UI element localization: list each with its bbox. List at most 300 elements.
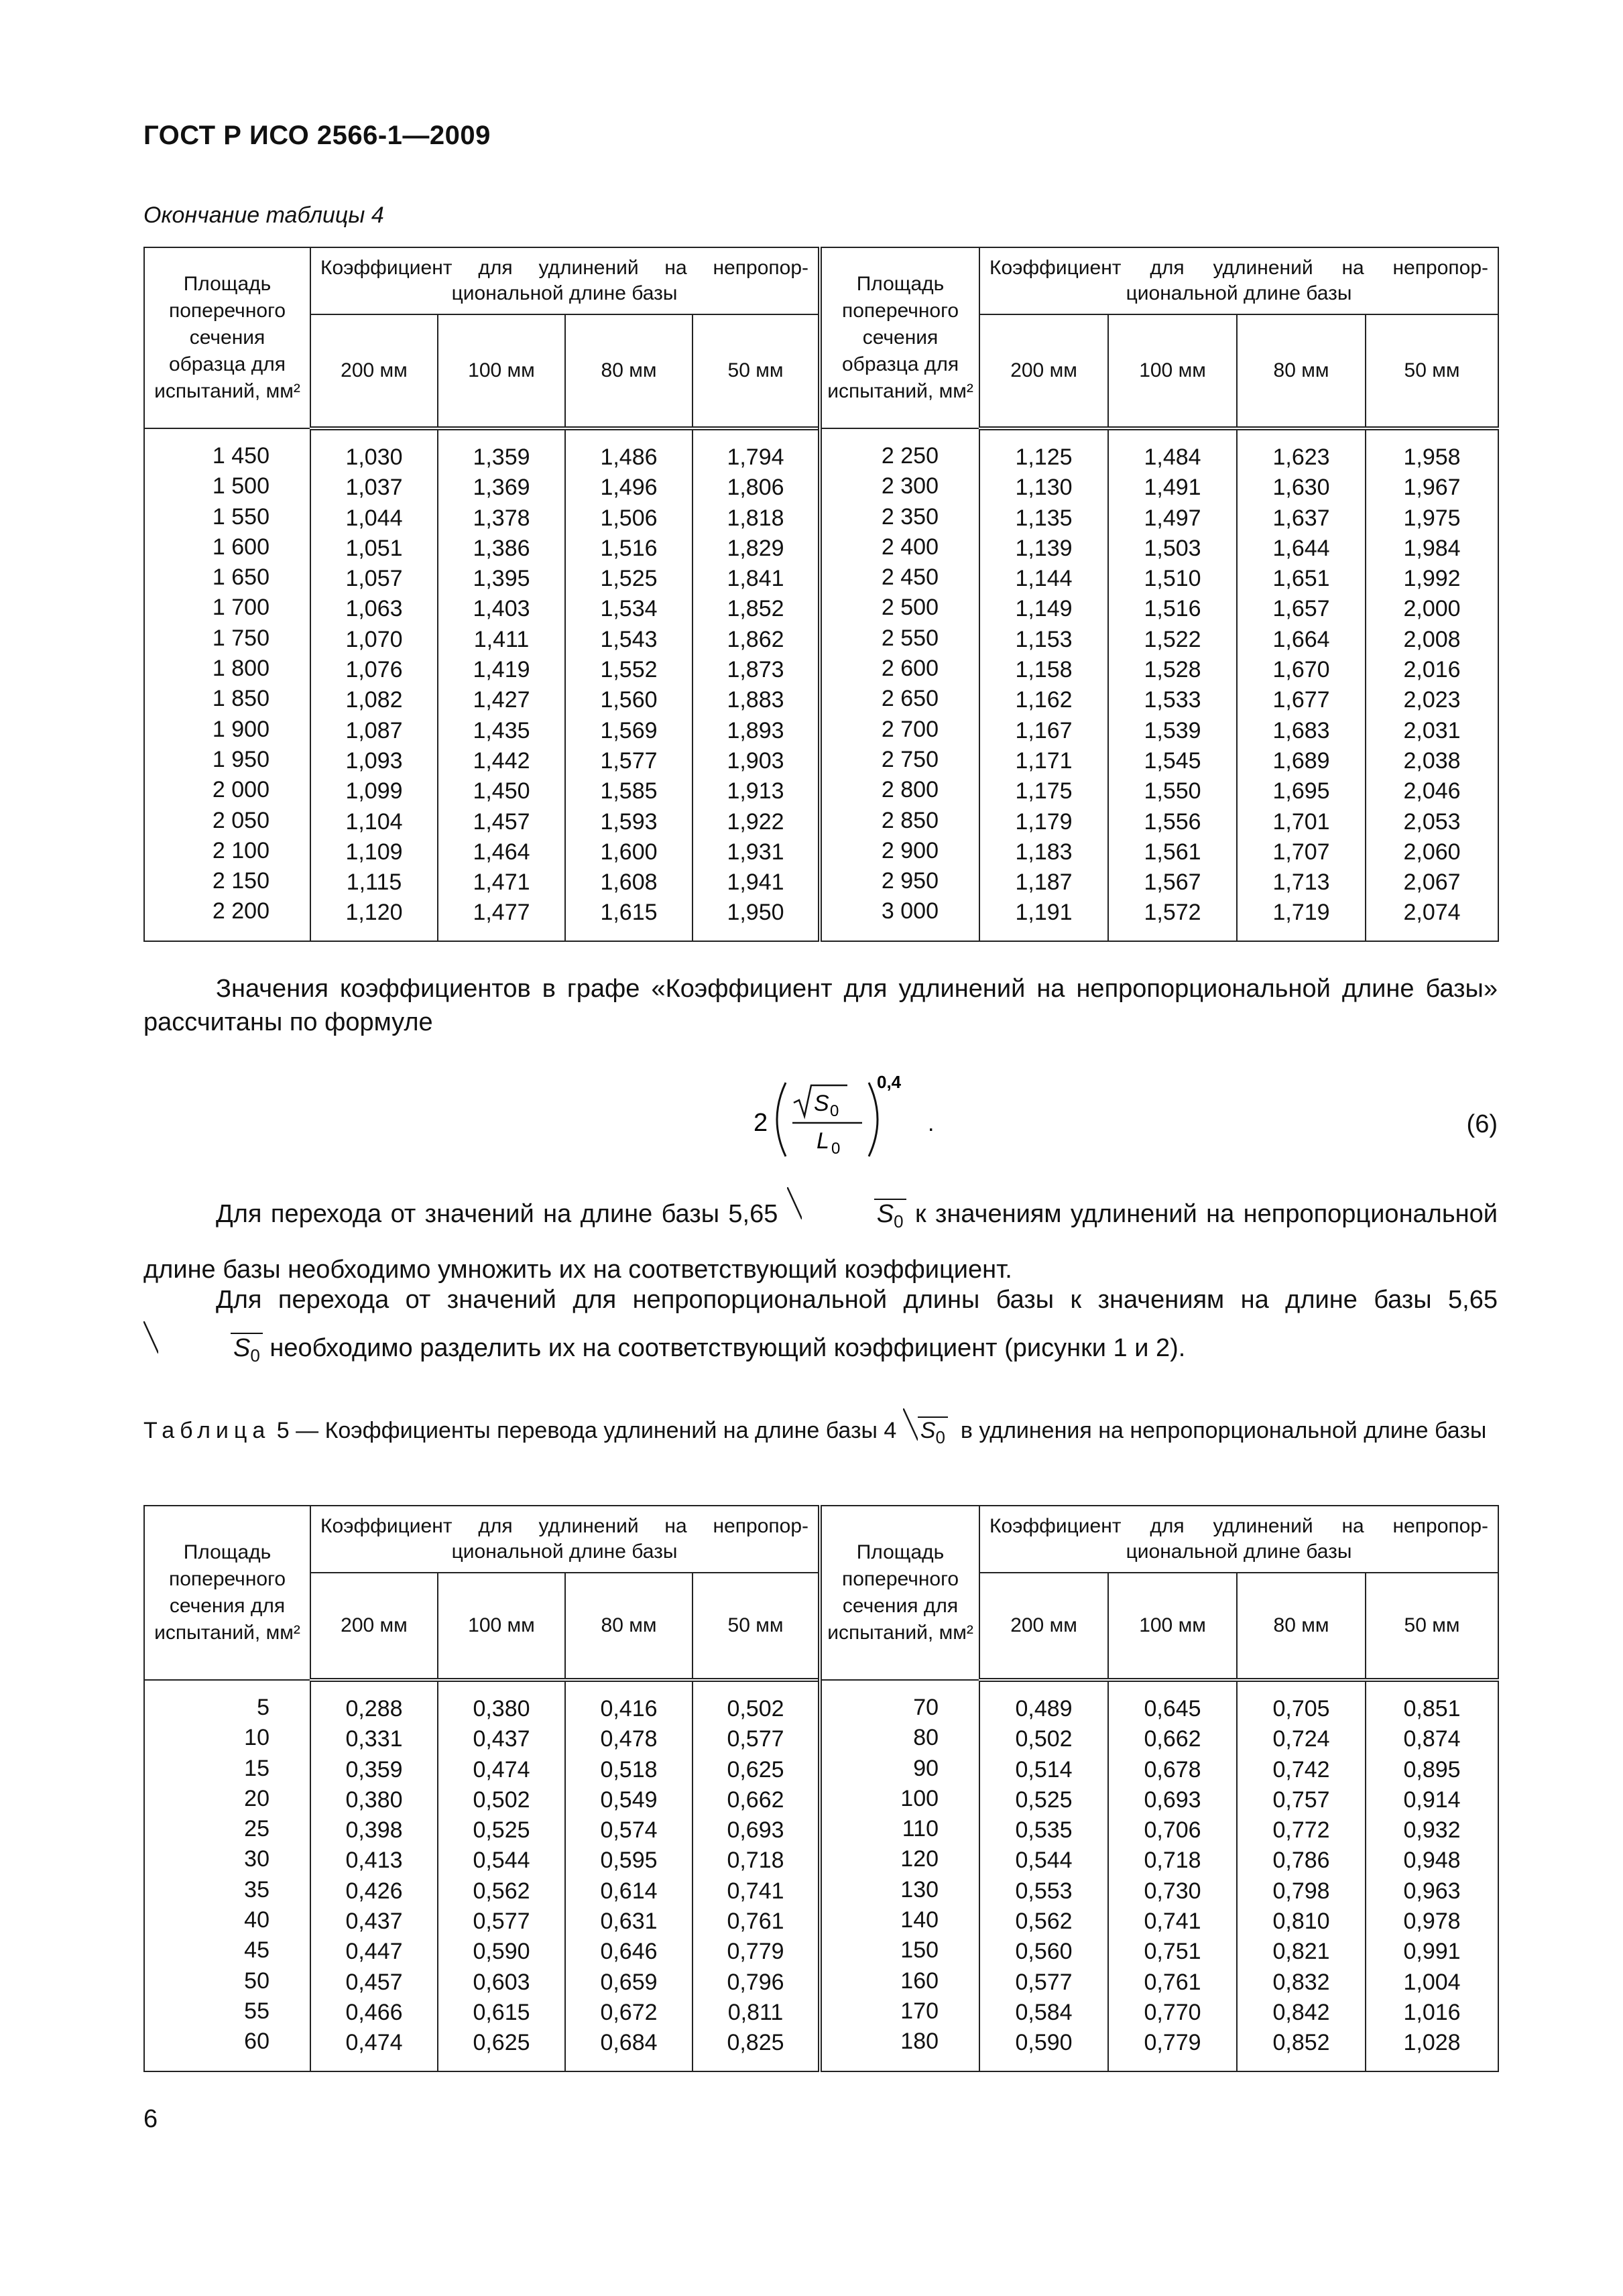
table-cell-value: 0,842 bbox=[1272, 1999, 1330, 2025]
table4-c80-right bbox=[1237, 428, 1366, 941]
table-cell-value: 1,175 bbox=[1015, 778, 1073, 804]
table5-col-100-left: 100 мм bbox=[438, 1573, 565, 1680]
table-cell-value: 2,031 bbox=[1403, 717, 1461, 743]
table-cell-value: 1,608 bbox=[600, 869, 658, 896]
table-cell-value: 1,567 bbox=[1144, 869, 1201, 896]
table-cell-value: 150 bbox=[900, 1937, 939, 1963]
table5-data-row bbox=[144, 1680, 1498, 2071]
table-cell-value: 0,796 bbox=[727, 1969, 784, 1995]
table-cell-value: 1,941 bbox=[727, 869, 784, 896]
table-cell-value: 2 400 bbox=[881, 534, 939, 560]
table-cell-value: 0,562 bbox=[1015, 1909, 1073, 1935]
table-cell-value: 1,510 bbox=[1144, 566, 1201, 592]
table5-caption: Таблица 5 — Коэффициенты перевода удлинений на длине базы 4 $S_0$ в удлинения на непропорциональной длине базы bbox=[143, 1411, 1498, 1457]
table-cell-value: 0,684 bbox=[600, 2030, 658, 2056]
table-cell-value: 1,615 bbox=[600, 900, 658, 926]
table-cell-value: 1,099 bbox=[345, 778, 403, 804]
sqrt-so-inline: $S_0$ bbox=[787, 1190, 906, 1246]
table4-col-200-left: 200 мм bbox=[310, 314, 438, 428]
table-cell-value: 0,577 bbox=[473, 1909, 530, 1935]
formula-numerator-sub: 0 bbox=[830, 1102, 839, 1120]
table-cell-value: 0,786 bbox=[1272, 1848, 1330, 1874]
table5-col-80-right: 80 мм bbox=[1237, 1573, 1366, 1680]
table-cell-value: 1,503 bbox=[1144, 535, 1201, 561]
table-cell-value: 0,751 bbox=[1144, 1939, 1201, 1965]
table-cell-value: 1,550 bbox=[1144, 778, 1201, 804]
table-cell-value: 1,522 bbox=[1144, 626, 1201, 652]
table-cell-value: 0,288 bbox=[345, 1696, 403, 1721]
table-cell-value: 45 bbox=[244, 1937, 269, 1963]
table-cell-value: 1,577 bbox=[600, 747, 658, 774]
table-cell-value: 0,398 bbox=[345, 1817, 403, 1844]
table-cell-value: 0,447 bbox=[345, 1939, 403, 1965]
table-cell-value: 10 bbox=[244, 1725, 269, 1751]
table-cell-value: 2 250 bbox=[881, 443, 939, 469]
formula-denominator-sub: 0 bbox=[831, 1140, 841, 1158]
table-cell-value: 1,471 bbox=[473, 869, 530, 896]
table-cell-value: 0,757 bbox=[1272, 1787, 1330, 1813]
table-cell-value: 1,167 bbox=[1015, 717, 1073, 743]
table5-area-header-right: Площадь поперечного сечения для испытаний, мм² bbox=[820, 1506, 979, 1680]
table5-area-header-left: Площадь поперечного сечения для испытаний, мм² bbox=[144, 1506, 310, 1680]
table-cell-value: 1,464 bbox=[473, 839, 530, 865]
table-cell-value: 1,525 bbox=[600, 566, 658, 592]
table-cell-value: 1,435 bbox=[473, 717, 530, 743]
table-cell-value: 0,914 bbox=[1403, 1787, 1461, 1813]
table-cell-value: 0,590 bbox=[1015, 2030, 1073, 2056]
table-cell-value: 0,502 bbox=[1015, 1726, 1073, 1752]
table-cell-value: 1,950 bbox=[727, 900, 784, 926]
table-cell-value: 50 bbox=[244, 1968, 269, 1994]
table-cell-value: 1,707 bbox=[1272, 839, 1330, 865]
table4-data-row bbox=[144, 428, 1498, 941]
table-cell-value: 0,413 bbox=[345, 1848, 403, 1874]
table-cell-value: 1,359 bbox=[473, 444, 530, 470]
table-cell-value: 0,437 bbox=[345, 1909, 403, 1935]
table-cell-value: 2,067 bbox=[1403, 869, 1461, 896]
table-cell-value: 1,135 bbox=[1015, 505, 1073, 531]
table-cell-value: 120 bbox=[900, 1846, 939, 1872]
table-cell-value: 140 bbox=[900, 1907, 939, 1933]
table-cell-value: 0,645 bbox=[1144, 1696, 1201, 1721]
table-cell-value: 1 950 bbox=[212, 746, 269, 772]
table-cell-value: 1,130 bbox=[1015, 475, 1073, 501]
table-cell-value: 1,497 bbox=[1144, 505, 1201, 531]
table-cell-value: 0,932 bbox=[1403, 1817, 1461, 1844]
table-cell-value: 1,829 bbox=[727, 535, 784, 561]
formula-6 bbox=[747, 1069, 1122, 1170]
table-cell-value: 2,000 bbox=[1403, 596, 1461, 622]
table5-group-header-left: Коэффициент для удлинений на непропорциональной длине базы bbox=[310, 1506, 820, 1573]
table-cell-value: 0,662 bbox=[1144, 1726, 1201, 1752]
table-cell-value: 35 bbox=[244, 1876, 269, 1902]
table-cell-value: 1,484 bbox=[1144, 444, 1201, 470]
table5-col-200-right: 200 мм bbox=[979, 1573, 1108, 1680]
formula-coef: 2 bbox=[754, 1109, 768, 1137]
table-cell-value: 0,963 bbox=[1403, 1878, 1461, 1904]
table-cell-value: 0,502 bbox=[727, 1696, 784, 1721]
table-cell-value: 1,852 bbox=[727, 596, 784, 622]
table-cell-value: 1,427 bbox=[473, 687, 530, 713]
table4-c100-right bbox=[1108, 428, 1237, 941]
table-cell-value: 1,386 bbox=[473, 535, 530, 561]
table-cell-value: 0,798 bbox=[1272, 1878, 1330, 1904]
table-cell-value: 0,779 bbox=[1144, 2030, 1201, 2056]
table-cell-value: 0,851 bbox=[1403, 1696, 1461, 1721]
table-cell-value: 1,051 bbox=[345, 535, 403, 561]
table-cell-value: 1,841 bbox=[727, 566, 784, 592]
table-cell-value: 1,378 bbox=[473, 505, 530, 531]
table-cell-value: 0,416 bbox=[600, 1696, 658, 1721]
table-cell-value: 1,183 bbox=[1015, 839, 1073, 865]
table-cell-value: 0,772 bbox=[1272, 1817, 1330, 1844]
table-cell-value: 0,741 bbox=[1144, 1909, 1201, 1935]
table4-area-header-left: Площадь поперечного сечения образца для испытаний, мм² bbox=[144, 247, 310, 428]
paragraph-divide: Для перехода от значений для непропорциональной длины базы к значениям на длине базы 5,65 $S_0$ необходимо разделить их на соответствующий коэффициент (рисунки 1 и 2). bbox=[143, 1276, 1498, 1380]
table5-col-100-right: 100 мм bbox=[1108, 1573, 1237, 1680]
table4-c200-left bbox=[310, 428, 438, 941]
table-cell-value: 0,631 bbox=[600, 1909, 658, 1935]
table5-c80-right bbox=[1237, 1680, 1366, 2071]
table-cell-value: 1,695 bbox=[1272, 778, 1330, 804]
table-cell-value: 1,030 bbox=[345, 444, 403, 470]
paragraph-multiply: Для перехода от значений на длине базы 5,65 $S_0$ к значениям удлинений на непропорциональной длине базы необходимо умножить их на соответствующий коэффициент. bbox=[143, 1190, 1498, 1294]
table-cell-value: 2,016 bbox=[1403, 657, 1461, 683]
table-cell-value: 2,074 bbox=[1403, 900, 1461, 926]
formula-exponent: 0,4 bbox=[877, 1072, 902, 1092]
table-cell-value: 2 450 bbox=[881, 564, 939, 591]
table-cell-value: 1,076 bbox=[345, 657, 403, 683]
table-cell-value: 1,992 bbox=[1403, 566, 1461, 592]
table-cell-value: 1,664 bbox=[1272, 626, 1330, 652]
table-cell-value: 1,457 bbox=[473, 808, 530, 835]
table-cell-value: 30 bbox=[244, 1846, 269, 1872]
table-cell-value: 1 900 bbox=[212, 716, 269, 742]
table-cell-value: 1 500 bbox=[212, 473, 269, 499]
table-cell-value: 1,560 bbox=[600, 687, 658, 713]
table-cell-value: 1,120 bbox=[345, 900, 403, 926]
table-cell-value: 0,810 bbox=[1272, 1909, 1330, 1935]
table-cell-value: 170 bbox=[900, 1998, 939, 2024]
formula-numerator: S bbox=[814, 1091, 829, 1116]
table-cell-value: 2 650 bbox=[881, 686, 939, 712]
table-cell-value: 0,359 bbox=[345, 1756, 403, 1783]
table-cell-value: 1,093 bbox=[345, 747, 403, 774]
table-cell-value: 0,474 bbox=[345, 2030, 403, 2056]
formula-denominator: L bbox=[817, 1128, 829, 1154]
sqrt-so-caption: $S_0$ bbox=[903, 1411, 948, 1457]
table-cell-value: 1,893 bbox=[727, 717, 784, 743]
table-cell-value: 1,087 bbox=[345, 717, 403, 743]
table-cell-value: 0,832 bbox=[1272, 1969, 1330, 1995]
table-cell-value: 1,491 bbox=[1144, 475, 1201, 501]
table4-c50-left bbox=[693, 428, 820, 941]
table4-col-100-right: 100 мм bbox=[1108, 314, 1237, 428]
table-cell-value: 1,125 bbox=[1015, 444, 1073, 470]
table4-caption: Окончание таблицы 4 bbox=[143, 202, 384, 228]
table-cell-value: 1,082 bbox=[345, 687, 403, 713]
table-cell-value: 0,895 bbox=[1403, 1756, 1461, 1783]
table-cell-value: 1,149 bbox=[1015, 596, 1073, 622]
table-cell-value: 1,794 bbox=[727, 444, 784, 470]
table4-c80-left bbox=[565, 428, 693, 941]
table-cell-value: 1,419 bbox=[473, 657, 530, 683]
table-cell-value: 1,171 bbox=[1015, 747, 1073, 774]
table-cell-value: 1,016 bbox=[1403, 1999, 1461, 2025]
table5-c50-right bbox=[1366, 1680, 1498, 2071]
table5-group-header-right: Коэффициент для удлинений на непропорциональной длине базы bbox=[979, 1506, 1498, 1573]
table-cell-value: 2 150 bbox=[212, 868, 269, 894]
table-cell-value: 0,852 bbox=[1272, 2030, 1330, 2056]
table-cell-value: 0,706 bbox=[1144, 1817, 1201, 1844]
table-cell-value: 0,678 bbox=[1144, 1756, 1201, 1783]
paragraph-formula-intro: Значения коэффициентов в графе «Коэффициент для удлинений на непропорциональной длине базы» рассчитаны по формуле bbox=[143, 975, 1498, 1036]
table-cell-value: 0,779 bbox=[727, 1939, 784, 1965]
table-cell-value: 70 bbox=[913, 1695, 939, 1720]
table-cell-value: 1,057 bbox=[345, 566, 403, 592]
table-cell-value: 0,518 bbox=[600, 1756, 658, 1783]
page-number: 6 bbox=[143, 2105, 158, 2133]
sqrt-so-inline-2: $S_0$ bbox=[143, 1324, 263, 1380]
table-cell-value: 0,525 bbox=[1015, 1787, 1073, 1813]
table-cell-value: 0,544 bbox=[1015, 1848, 1073, 1874]
table-cell-value: 1,369 bbox=[473, 475, 530, 501]
table-cell-value: 0,724 bbox=[1272, 1726, 1330, 1752]
table-cell-value: 0,525 bbox=[473, 1817, 530, 1844]
table-cell-value: 1,115 bbox=[346, 869, 402, 896]
table4-c200-right bbox=[979, 428, 1108, 941]
table-cell-value: 15 bbox=[244, 1755, 269, 1781]
table4-col-80-left: 80 мм bbox=[565, 314, 693, 428]
table-cell-value: 1,552 bbox=[600, 657, 658, 683]
table-cell-value: 0,426 bbox=[345, 1878, 403, 1904]
table-cell-value: 0,574 bbox=[600, 1817, 658, 1844]
table-cell-value: 1,179 bbox=[1015, 808, 1073, 835]
formula-6-graphic bbox=[747, 1069, 1122, 1170]
table-cell-value: 1,713 bbox=[1272, 869, 1330, 896]
table-cell-value: 1,004 bbox=[1403, 1969, 1461, 1995]
table-cell-value: 0,615 bbox=[473, 1999, 530, 2025]
table-cell-value: 0,584 bbox=[1015, 1999, 1073, 2025]
table-cell-value: 1,903 bbox=[727, 747, 784, 774]
table-cell-value: 0,560 bbox=[1015, 1939, 1073, 1965]
left-paren-icon bbox=[777, 1083, 786, 1156]
table-cell-value: 2 350 bbox=[881, 503, 939, 530]
table-cell-value: 1,545 bbox=[1144, 747, 1201, 774]
table4-group-header-right: Коэффициент для удлинений на непропорциональной длине базы bbox=[979, 247, 1498, 314]
table-cell-value: 1,967 bbox=[1403, 475, 1461, 501]
table-cell-value: 1,975 bbox=[1403, 505, 1461, 531]
table-cell-value: 2,008 bbox=[1403, 626, 1461, 652]
table-cell-value: 1,411 bbox=[473, 626, 530, 652]
table4-group-header-left: Коэффициент для удлинений на непропорциональной длине базы bbox=[310, 247, 820, 314]
table-cell-value: 1,070 bbox=[345, 626, 403, 652]
table-cell-value: 1,572 bbox=[1144, 900, 1201, 926]
equation-number: (6) bbox=[1466, 1110, 1498, 1138]
table5-col-80-left: 80 мм bbox=[565, 1573, 693, 1680]
table-cell-value: 5 bbox=[257, 1695, 269, 1720]
table-cell-value: 1 800 bbox=[212, 656, 269, 682]
table-cell-value: 1,187 bbox=[1015, 869, 1073, 896]
table-cell-value: 1,593 bbox=[600, 808, 658, 835]
table-cell-value: 2,053 bbox=[1403, 808, 1461, 835]
table-cell-value: 1,528 bbox=[1144, 657, 1201, 683]
table-cell-value: 1,486 bbox=[600, 444, 658, 470]
table-cell-value: 1,600 bbox=[600, 839, 658, 865]
table4-col-100-left: 100 мм bbox=[438, 314, 565, 428]
table-cell-value: 1,063 bbox=[345, 596, 403, 622]
table-cell-value: 0,331 bbox=[345, 1726, 403, 1752]
table-cell-value: 1,561 bbox=[1144, 839, 1201, 865]
table4-col-80-right: 80 мм bbox=[1237, 314, 1366, 428]
table-cell-value: 1,862 bbox=[727, 626, 784, 652]
table-cell-value: 2 850 bbox=[881, 807, 939, 833]
table5 bbox=[143, 1505, 1499, 2072]
table4 bbox=[143, 247, 1499, 942]
table-cell-value: 1,623 bbox=[1272, 444, 1330, 470]
table-cell-value: 0,730 bbox=[1144, 1878, 1201, 1904]
table-cell-value: 2 800 bbox=[881, 777, 939, 803]
table-cell-value: 1,984 bbox=[1403, 535, 1461, 561]
table-cell-value: 2 050 bbox=[212, 807, 269, 833]
table-cell-value: 0,380 bbox=[345, 1787, 403, 1813]
table-cell-value: 1,028 bbox=[1403, 2030, 1461, 2056]
table-cell-value: 2,046 bbox=[1403, 778, 1461, 804]
table-cell-value: 0,590 bbox=[473, 1939, 530, 1965]
table-cell-value: 0,821 bbox=[1272, 1939, 1330, 1965]
table-cell-value: 0,705 bbox=[1272, 1696, 1330, 1721]
right-paren-icon bbox=[869, 1083, 878, 1156]
table-cell-value: 1,677 bbox=[1272, 687, 1330, 713]
table-cell-value: 0,761 bbox=[1144, 1969, 1201, 1995]
table-cell-value: 2 900 bbox=[881, 837, 939, 863]
table-cell-value: 3 000 bbox=[881, 898, 939, 924]
table-cell-value: 1,403 bbox=[473, 596, 530, 622]
table4-area-header-right: Площадь поперечного сечения образца для испытаний, мм² bbox=[820, 247, 979, 428]
table-cell-value: 2,038 bbox=[1403, 747, 1461, 774]
table5-c100-left bbox=[438, 1680, 565, 2071]
table4-c50-right bbox=[1366, 428, 1498, 941]
table-cell-value: 0,874 bbox=[1403, 1726, 1461, 1752]
table-cell-value: 0,614 bbox=[600, 1878, 658, 1904]
table-cell-value: 0,693 bbox=[1144, 1787, 1201, 1813]
table-cell-value: 1,670 bbox=[1272, 657, 1330, 683]
table-cell-value: 1,556 bbox=[1144, 808, 1201, 835]
table-cell-value: 1,153 bbox=[1015, 626, 1073, 652]
document-header: ГОСТ Р ИСО 2566-1—2009 bbox=[143, 121, 491, 150]
table-cell-value: 0,577 bbox=[1015, 1969, 1073, 1995]
table-cell-value: 1 650 bbox=[212, 564, 269, 591]
table5-c200-left bbox=[310, 1680, 438, 2071]
table-cell-value: 1,913 bbox=[727, 778, 784, 804]
table-cell-value: 1,139 bbox=[1015, 535, 1073, 561]
table-cell-value: 100 bbox=[900, 1785, 939, 1811]
table-cell-value: 130 bbox=[900, 1876, 939, 1902]
table-cell-value: 1,534 bbox=[600, 596, 658, 622]
table-cell-value: 0,562 bbox=[473, 1878, 530, 1904]
table5-c200-right bbox=[979, 1680, 1108, 2071]
table-cell-value: 0,825 bbox=[727, 2030, 784, 2056]
table-cell-value: 0,514 bbox=[1015, 1756, 1073, 1783]
table-cell-value: 1,191 bbox=[1015, 900, 1073, 926]
table-cell-value: 0,478 bbox=[600, 1726, 658, 1752]
table-cell-value: 0,761 bbox=[727, 1909, 784, 1935]
table-cell-value: 1,651 bbox=[1272, 566, 1330, 592]
table-cell-value: 2 600 bbox=[881, 656, 939, 682]
formula-dot: . bbox=[928, 1111, 935, 1136]
table5-area-left bbox=[144, 1680, 310, 2071]
table-cell-value: 1,516 bbox=[1144, 596, 1201, 622]
table5-col-50-left: 50 мм bbox=[693, 1573, 820, 1680]
table-cell-value: 1,395 bbox=[473, 566, 530, 592]
table4-area-right bbox=[820, 428, 979, 941]
table5-area-right bbox=[820, 1680, 979, 2071]
table-cell-value: 0,741 bbox=[727, 1878, 784, 1904]
table-cell-value: 1,104 bbox=[345, 808, 403, 835]
table-cell-value: 25 bbox=[244, 1816, 269, 1842]
table-cell-value: 1,644 bbox=[1272, 535, 1330, 561]
table-cell-value: 40 bbox=[244, 1907, 269, 1933]
table-cell-value: 0,380 bbox=[473, 1696, 530, 1721]
table-cell-value: 1,931 bbox=[727, 839, 784, 865]
table-cell-value: 1,158 bbox=[1015, 657, 1073, 683]
table-cell-value: 0,457 bbox=[345, 1969, 403, 1995]
table-cell-value: 0,978 bbox=[1403, 1909, 1461, 1935]
table-cell-value: 0,718 bbox=[727, 1848, 784, 1874]
table5-col-50-right: 50 мм bbox=[1366, 1573, 1498, 1680]
table-cell-value: 1,719 bbox=[1272, 900, 1330, 926]
table-cell-value: 2 750 bbox=[881, 746, 939, 772]
table-cell-value: 2 100 bbox=[212, 837, 269, 863]
table-cell-value: 1,477 bbox=[473, 900, 530, 926]
table-cell-value: 2,023 bbox=[1403, 687, 1461, 713]
table-cell-value: 1,144 bbox=[1015, 566, 1073, 592]
table-cell-value: 0,718 bbox=[1144, 1848, 1201, 1874]
table-cell-value: 1,806 bbox=[727, 475, 784, 501]
table-cell-value: 1,689 bbox=[1272, 747, 1330, 774]
table-cell-value: 1,162 bbox=[1015, 687, 1073, 713]
table-cell-value: 1 850 bbox=[212, 686, 269, 712]
table-cell-value: 1 450 bbox=[212, 443, 269, 469]
table-cell-value: 0,625 bbox=[473, 2030, 530, 2056]
table-cell-value: 60 bbox=[244, 2029, 269, 2055]
table-cell-value: 1,701 bbox=[1272, 808, 1330, 835]
table5-col-200-left: 200 мм bbox=[310, 1573, 438, 1680]
table-cell-value: 1,683 bbox=[1272, 717, 1330, 743]
table-cell-value: 1,657 bbox=[1272, 596, 1330, 622]
table4-col-50-right: 50 мм bbox=[1366, 314, 1498, 428]
table-cell-value: 1,442 bbox=[473, 747, 530, 774]
table-cell-value: 0,991 bbox=[1403, 1939, 1461, 1965]
table-cell-value: 0,502 bbox=[473, 1787, 530, 1813]
table5-c50-left bbox=[693, 1680, 820, 2071]
table-cell-value: 1,496 bbox=[600, 475, 658, 501]
table-cell-value: 0,659 bbox=[600, 1969, 658, 1995]
table-cell-value: 1,037 bbox=[345, 475, 403, 501]
table-cell-value: 1 750 bbox=[212, 625, 269, 651]
table-cell-value: 2 700 bbox=[881, 716, 939, 742]
table-cell-value: 0,437 bbox=[473, 1726, 530, 1752]
table4-c100-left bbox=[438, 428, 565, 941]
table-cell-value: 2 550 bbox=[881, 625, 939, 651]
table-cell-value: 20 bbox=[244, 1785, 269, 1811]
table-cell-value: 1,883 bbox=[727, 687, 784, 713]
table-cell-value: 0,603 bbox=[473, 1969, 530, 1995]
table-cell-value: 180 bbox=[900, 2029, 939, 2055]
table-cell-value: 1,585 bbox=[600, 778, 658, 804]
table-cell-value: 80 bbox=[913, 1725, 939, 1751]
table-cell-value: 0,811 bbox=[727, 1999, 784, 2025]
